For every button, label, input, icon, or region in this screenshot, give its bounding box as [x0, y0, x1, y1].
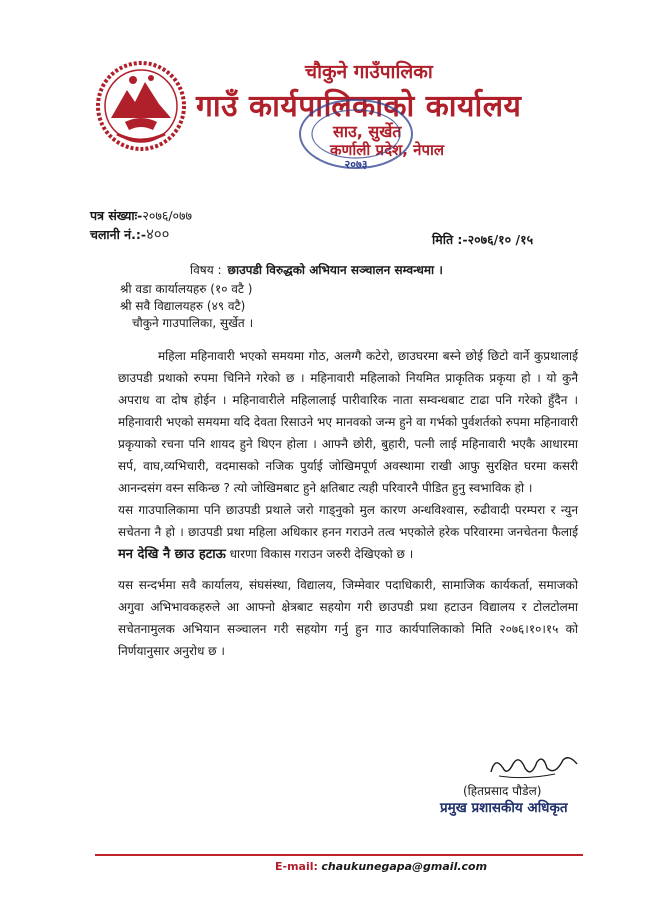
letter-body [118, 345, 578, 662]
office-title: गाउँ कार्यपालिकाको कार्यालय [196, 89, 522, 124]
signatory-title: प्रमुख प्रशासकीय अधिकृत [440, 800, 568, 816]
email-label: E-mail: [275, 860, 318, 873]
recipients-block [120, 281, 253, 332]
footer-divider [95, 854, 583, 856]
subject-text: छाउपडी विरुद्धको अभियान सञ्चालन सम्वन्धमा । [227, 263, 443, 277]
letter-number-value: २०७६/०७७ [142, 208, 193, 223]
office-stamp [296, 96, 416, 176]
recipient-item: श्री वडा कार्यालयहरु (१० वटै ) [120, 282, 253, 296]
letter-number-row [90, 207, 192, 224]
nepal-government-emblem [95, 60, 187, 152]
stamp-year: २०७३ [344, 158, 368, 171]
office-address: साउ, सुर्खेत [333, 122, 402, 141]
reference-block [90, 207, 192, 241]
dispatch-number-label: चलानी नं.:- [90, 227, 147, 242]
para2-start: यस गाउपालिकामा पनि छाउपडी प्रथाले जरो गाड्नुको मुल कारण अन्धविश्वास, रुढीवादी परम्परा र न्युन सचेतना नै हो । छाउपडी प्रथा महिला अधिकार हनन गराउने तत्व भएकोले हरेक परिवारमा जनचेतना फैलाई [118, 503, 578, 539]
footer-email [275, 860, 487, 873]
letter-date: मिति :-२०७६/१० /१५ [432, 232, 534, 247]
slogan-text: मन देखि नै छाउ हटाऊ [118, 547, 226, 562]
handwritten-signature [485, 750, 585, 782]
office-province: कर्णाली प्रदेश, नेपाल [330, 141, 445, 159]
dispatch-number-value: ४०० [146, 225, 170, 243]
municipality-name: चौकुने गाउँपालिका [305, 61, 433, 83]
para2-end: धारणा विकास गराउन जरुरी देखिएको छ । [225, 547, 414, 561]
body-paragraph-3: यस सन्दर्भमा सवै कार्यालय, संघसंस्था, विद्यालय, जिम्मेवार पदाधिकारी, सामाजिक कार्यकर्ता, समाजको अगुवा अभिभावकहरुले आ आफ्नो क्षेत्रबाट सहयोग गरी छाउपडी प्रथा हटाउन विद्यालय र टोलटोलमा सचेतनामुलक अभियान सञ्चालन गरी सहयोग गर्नु हुन गाउ कार्यपालिकाको मिति २०७६।१०।१५ को निर्णयानुसार अनुरोध छ । [118, 578, 578, 658]
recipient-item: चौकुने गाउपालिका, सुर्खेत । [132, 316, 254, 330]
subject-label: विषय : [190, 263, 222, 277]
subject-line [190, 261, 443, 278]
body-paragraph-2 [118, 499, 578, 566]
body-paragraph-1: महिला महिनावारी भएको समयमा गोठ, अलग्गै कटेरो, छाउघरमा बस्ने छोई छिटो वार्ने कुप्रथालाई छाउपडी प्रथाको रुपमा चिनिने गरेको छ । महिनावारी महिलाको नियमित प्राकृतिक प्रकृया हो । यो कुनै अपराध वा दोष होईन । महिनावारीले महिलालाई पारीवारिक नाता सम्वन्धबाट टाढा पनि गरेको हुँदैन । महिनावारी भएको समयमा यदि देवता रिसाउने भए मानवको जन्म हुने वा गर्भको पुर्वशर्तको रुपमा महिनावारी प्रकृयाको रचना पनि शायद हुने थिएन होला । आफ्नै छोरी, बुहारी, पत्नी लाई महिनावारी भएकै आधारमा सर्प, वाघ,व्यभिचारी, वदमासको नजिक पुर्याई जोखिमपूर्ण अवस्थामा राखी आफु सुरक्षित घरमा कसरी आनन्दसंग वस्न सकिन्छ ? त्यो जोखिमबाट हुने क्षतिबाट त्यही परिवारनै पीडित हुनु स्वभाविक हो । [118, 349, 579, 495]
recipient-item: श्री सवै विद्यालयहरु (४९ वटै) [120, 299, 246, 313]
letter-number-label: पत्र संख्याः- [90, 208, 143, 223]
signatory-name: (हितप्रसाद पौडेल) [463, 784, 542, 798]
dispatch-number-row [90, 224, 192, 241]
email-address[interactable]: chaukunegapa@gmail.com [321, 860, 488, 873]
